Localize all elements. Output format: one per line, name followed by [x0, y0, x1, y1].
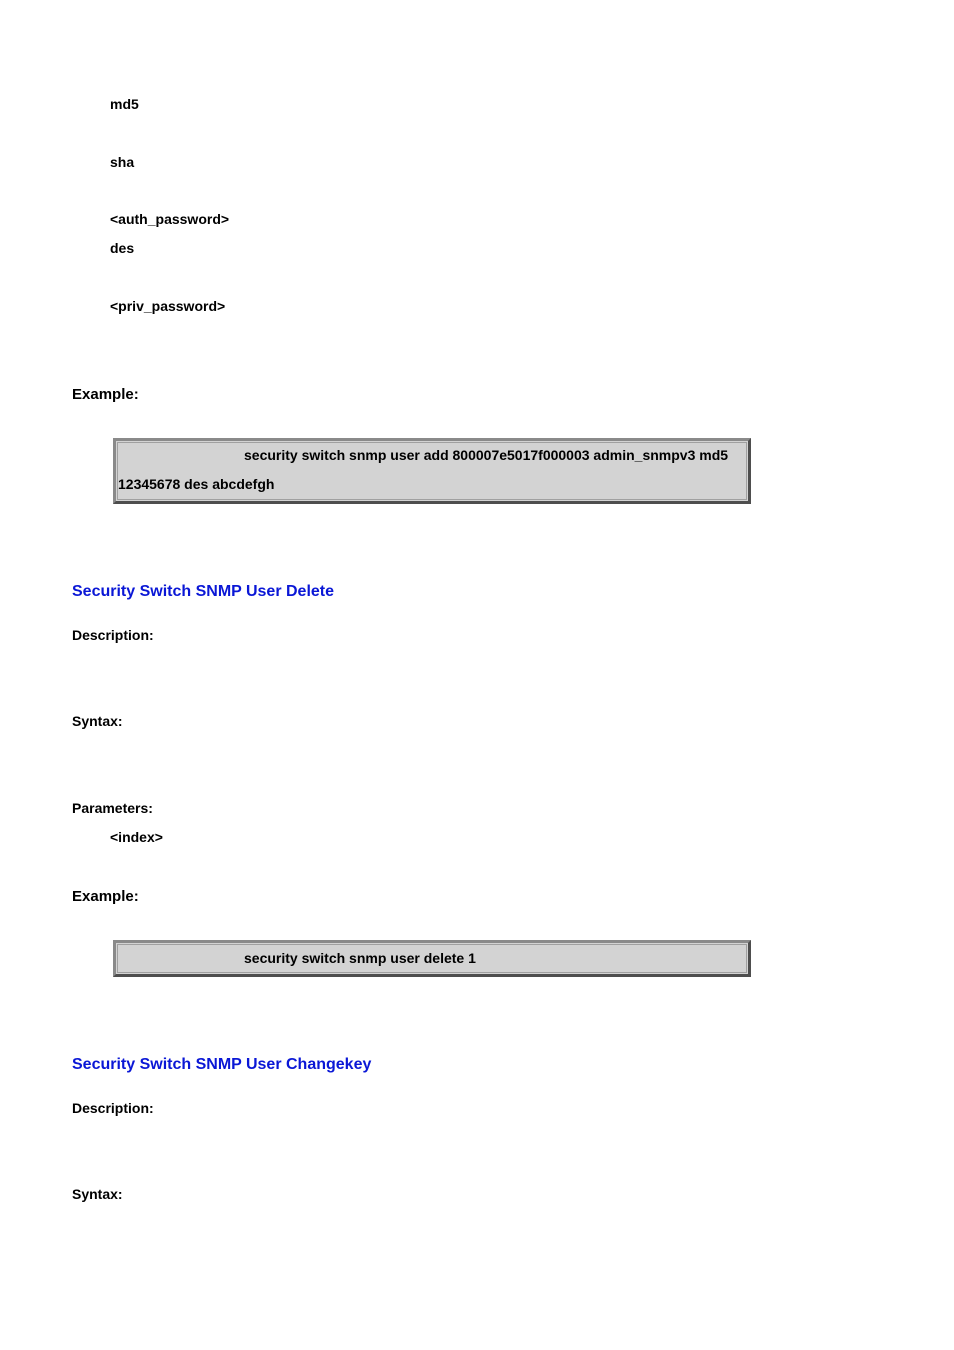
section-title-snmp-user-delete: Security Switch SNMP User Delete	[72, 583, 335, 600]
section-title-snmp-user-changekey: Security Switch SNMP User Changekey	[72, 1056, 372, 1073]
param-md5: md5	[110, 96, 139, 112]
param-priv-password: <priv_password>	[110, 298, 226, 314]
param-index: <index>	[110, 829, 163, 845]
example-command-box	[113, 438, 751, 504]
command-line: security switch snmp user delete 1	[244, 950, 476, 966]
param-des: des	[110, 240, 135, 256]
syntax-label: Syntax:	[72, 1186, 123, 1202]
param-auth-password: <auth_password>	[110, 211, 230, 227]
command-line: 12345678 des abcdefgh	[118, 476, 275, 492]
example-command-box	[113, 940, 751, 977]
param-sha: sha	[110, 154, 135, 170]
syntax-label: Syntax:	[72, 713, 123, 729]
example-label: Example:	[72, 888, 139, 905]
parameters-label: Parameters:	[72, 800, 153, 816]
description-label: Description:	[72, 627, 154, 643]
command-line: security switch snmp user add 800007e5017f000003 admin_snmpv3 md5	[244, 447, 729, 463]
example-label: Example:	[72, 386, 139, 403]
description-label: Description:	[72, 1100, 154, 1116]
